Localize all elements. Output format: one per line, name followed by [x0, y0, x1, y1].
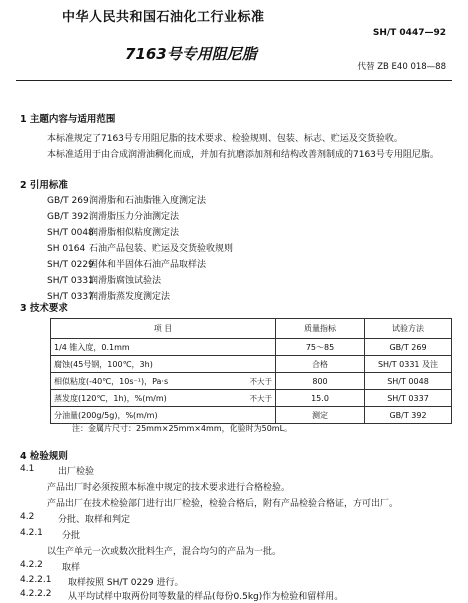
list-item: [47, 289, 233, 305]
item-cell: [51, 339, 276, 356]
method-cell: SH/T 0337: [365, 390, 452, 407]
section-1-paragraph-2: 本标准适用于由合成润滑油稠化而成，并加有抗磨添加剂和结构改善剂制成的7163号专用阻尼脂。: [47, 150, 439, 160]
table-header-row: [51, 319, 452, 339]
table-row: [51, 356, 452, 373]
standard-code: SH/T 0447—92: [372, 28, 446, 38]
clause-4-2-2-1-text: 取样按照 SH/T 0229 进行。: [68, 578, 184, 588]
clause-4-2-number: 4.2: [20, 512, 35, 522]
value-cell: 测定: [276, 407, 365, 424]
section-3-heading: 3 技术要求: [20, 303, 68, 314]
table-row: [51, 373, 452, 390]
clause-4-1-paragraph-2: 产品出厂在技术检验部门进行出厂检验，检验合格后，附有产品检验合格证，方可出厂。: [47, 499, 399, 509]
replaces-reference: 代替 ZB E40 018—88: [357, 62, 446, 72]
standard-org-heading: 中华人民共和国石油化工行业标准: [62, 10, 265, 25]
item-condition: 不大于: [249, 376, 272, 386]
table-note: 注：金属片尺寸：25mm×25mm×4mm，化验时为50mL。: [72, 424, 293, 433]
clause-4-2-1-number: 4.2.1: [20, 528, 43, 538]
standard-name: 润滑脂蒸发度测定法: [89, 292, 171, 302]
clause-4-1-title: 出厂检验: [58, 467, 95, 477]
column-header-test-method: 试验方法: [365, 319, 452, 339]
section-1-paragraph-1: 本标准规定了7163号专用阻尼脂的技术要求、检验规则、包装、标志、贮运及交货验收。: [47, 134, 403, 144]
item-cell: [51, 390, 276, 407]
standard-code: SH/T 0337: [47, 292, 94, 302]
standard-name: 石油产品包装、贮运及交货验收规则: [89, 244, 234, 254]
value-cell: 合格: [276, 356, 365, 373]
table-row: [51, 407, 452, 424]
method-cell: SH/T 0048: [365, 373, 452, 390]
value-cell: 800: [276, 373, 365, 390]
standard-code: GB/T 392: [47, 212, 89, 222]
clause-4-2-title: 分批、取样和判定: [58, 515, 131, 525]
list-item: [47, 209, 233, 225]
section-1-heading: 1 主题内容与适用范围: [20, 114, 116, 125]
document-title: 7163号专用阻尼脂: [125, 45, 257, 63]
standard-name: 润滑脂腐蚀试验法: [89, 276, 162, 286]
standard-name: 润滑脂相似粘度测定法: [89, 228, 180, 238]
standard-code: SH/T 0229: [47, 260, 94, 270]
clause-4-2-1-paragraph: 以生产单元一次或数次批料生产，混合均匀的产品为一批。: [47, 547, 282, 557]
method-cell: GB/T 392: [365, 407, 452, 424]
item-label: 蒸发度(120℃，1h)，%(m/m): [54, 393, 167, 403]
column-header-item: 项 目: [51, 319, 276, 339]
list-item: [47, 257, 233, 273]
item-cell: [51, 373, 276, 390]
clause-4-2-2-number: 4.2.2: [20, 560, 43, 570]
item-label: 分油量(200g/5g)，%(m/m): [54, 410, 158, 420]
standard-name: 润滑脂压力分油测定法: [89, 212, 180, 222]
clause-4-2-2-title: 取样: [62, 563, 81, 573]
item-label: 腐蚀(45号钢，100℃，3h): [54, 359, 153, 369]
standard-name: 润滑脂和石油脂锥入度测定法: [89, 196, 207, 206]
value-cell: 15.0: [276, 390, 365, 407]
table-row: [51, 339, 452, 356]
clause-4-2-2-1-number: 4.2.2.1: [20, 575, 52, 585]
header-divider: [16, 80, 452, 81]
item-cell: [51, 356, 276, 373]
list-item: [47, 273, 233, 289]
clause-4-2-2-2-text: 从平均试样中取两份同等数量的样品(每份0.5kg)作为检验和留样用。: [68, 592, 344, 602]
value-cell: 75～85: [276, 339, 365, 356]
list-item: [47, 225, 233, 241]
table-row: [51, 390, 452, 407]
standard-code: SH 0164: [47, 244, 86, 254]
clause-4-2-2-2-number: 4.2.2.2: [20, 589, 52, 599]
clause-4-2-1-title: 分批: [62, 531, 81, 541]
clause-4-1-paragraph-1: 产品出厂时必须按照本标准中规定的技术要求进行合格检验。: [47, 483, 291, 493]
technical-requirements-table: [50, 318, 452, 424]
item-label: 相似粘度(-40℃，10s⁻¹)，Pa·s: [54, 376, 169, 386]
standard-code: SH/T 0048: [47, 228, 94, 238]
item-cell: [51, 407, 276, 424]
section-4-heading: 4 检验规则: [20, 451, 68, 462]
item-label: 1/4 锥入度，0.1mm: [54, 342, 130, 352]
standard-code: GB/T 269: [47, 196, 89, 206]
item-condition: 不大于: [249, 393, 272, 403]
section-2-heading: 2 引用标准: [20, 180, 68, 191]
standard-name: 固体和半固体石油产品取样法: [89, 260, 207, 270]
list-item: [47, 193, 233, 209]
method-cell: SH/T 0331 及注: [365, 356, 452, 373]
standard-code: SH/T 0331: [47, 276, 94, 286]
reference-standards-list: [47, 193, 233, 305]
method-cell: GB/T 269: [365, 339, 452, 356]
clause-4-1-number: 4.1: [20, 464, 35, 474]
list-item: [47, 241, 233, 257]
column-header-quality-index: 质量指标: [276, 319, 365, 339]
